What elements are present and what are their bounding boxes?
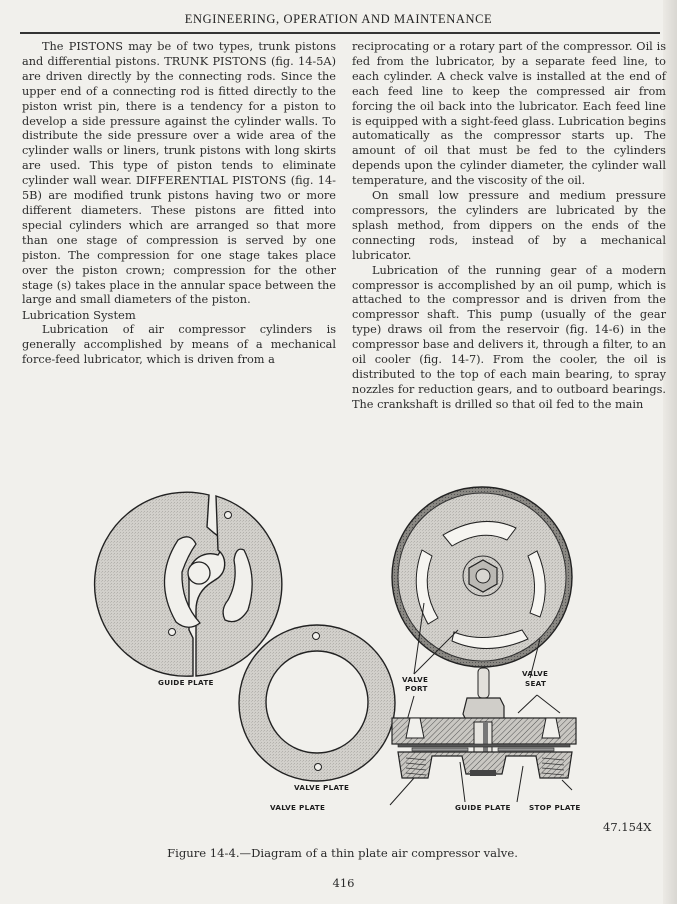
label-valve-seat-line2: SEAT (525, 679, 547, 688)
label-valve-port-line2: PORT (405, 684, 428, 693)
figure-caption: Figure 14-4.—Diagram of a thin plate air compressor valve. (167, 846, 518, 860)
label-valve-seat-line1: VALVE (522, 669, 549, 678)
figure-valve-diagram (0, 460, 677, 840)
paragraph-lubricator: reciprocating or a rotary part of the compressor. Oil is fed from the lubricator, by a separate feed line, to each cylinder. A check valve is installed at the end of each feed line to keep the compressed air from forcing the oil back into the lubricator. Each feed line is equipped with a sight-feed glass. Lubrication begins automatically as the compressor starts up. The amount of oil that must be fed to the cylinders depends upon the cylinder diameter, the cylinder wall temperature, and the viscosity of the oil. (352, 40, 666, 188)
paragraph-splash-method: On small low pressure and medium pressure compressors, the cylinders are lubricated by the splash method, from dippers on the ends of the connecting rods, instead of by a mechanical lubricator. (352, 189, 666, 262)
label-guide-plate-section: GUIDE PLATE (455, 803, 511, 812)
label-valve-plate-section: VALVE PLATE (270, 803, 326, 812)
figure-id: 47.154X (603, 820, 652, 834)
running-head: ENGINEERING, OPERATION AND MAINTENANCE (184, 12, 493, 26)
paragraph-running-gear: Lubrication of the running gear of a modern compressor is accomplished by an oil pump, which is attached to the compressor and is driven from the compressor shaft. This pump (usually of the gear type) draws oil from the reservoir (fig. 14-6) in the compressor base and delivers it, through a filter, to an oil cooler (fig. 14-7). From the cooler, the oil is distributed to the top of each main bearing, to spray nozzles for reduction gears, and to outboard bearings. The crankshaft is drilled so that oil fed to the main (352, 263, 666, 411)
page-number: 416 (332, 876, 355, 890)
paragraph-pistons: The PISTONS may be of two types, trunk pistons and differential pistons. TRUNK PISTONS (fig. 14-5A) are driven directly by the connecting rods. Since the upper end of a connecting rod is fitted directly to the piston wrist pin, there is a tendency for a piston to develop a side pressure against the cylinder walls. To distribute the side pressure over a wide area of the cylinder walls or liners, trunk pistons with long skirts are used. This type of piston tends to eliminate cylinder wall wear. DIFFERENTIAL PISTONS (fig. 14-5B) are modified trunk pistons having two or more different diameters. These pistons are fitted into special cylinders which are arranged so that more than one stage of compression is served by one piston. The compression for one stage takes place over the piston crown; compression for the other stage (s) takes place in the annular space between the large and small diameters of the piston. (22, 40, 336, 307)
guide-plate-drawing (95, 492, 282, 676)
header-rule (20, 32, 660, 34)
label-valve-plate: VALVE PLATE (294, 783, 350, 792)
label-guide-plate: GUIDE PLATE (158, 678, 214, 687)
figure-svg (0, 460, 677, 840)
left-column (22, 40, 336, 368)
label-valve-port-line1: VALVE (402, 675, 429, 684)
right-column (352, 40, 666, 413)
label-stop-plate: STOP PLATE (529, 803, 581, 812)
valve-plate-drawing (239, 625, 395, 781)
section-heading-lubrication: Lubrication System (22, 308, 136, 323)
paragraph-lubrication-intro: Lubrication of air compressor cylinders is generally accomplished by means of a mechanical force-feed lubricator, which is driven from a (22, 323, 336, 367)
